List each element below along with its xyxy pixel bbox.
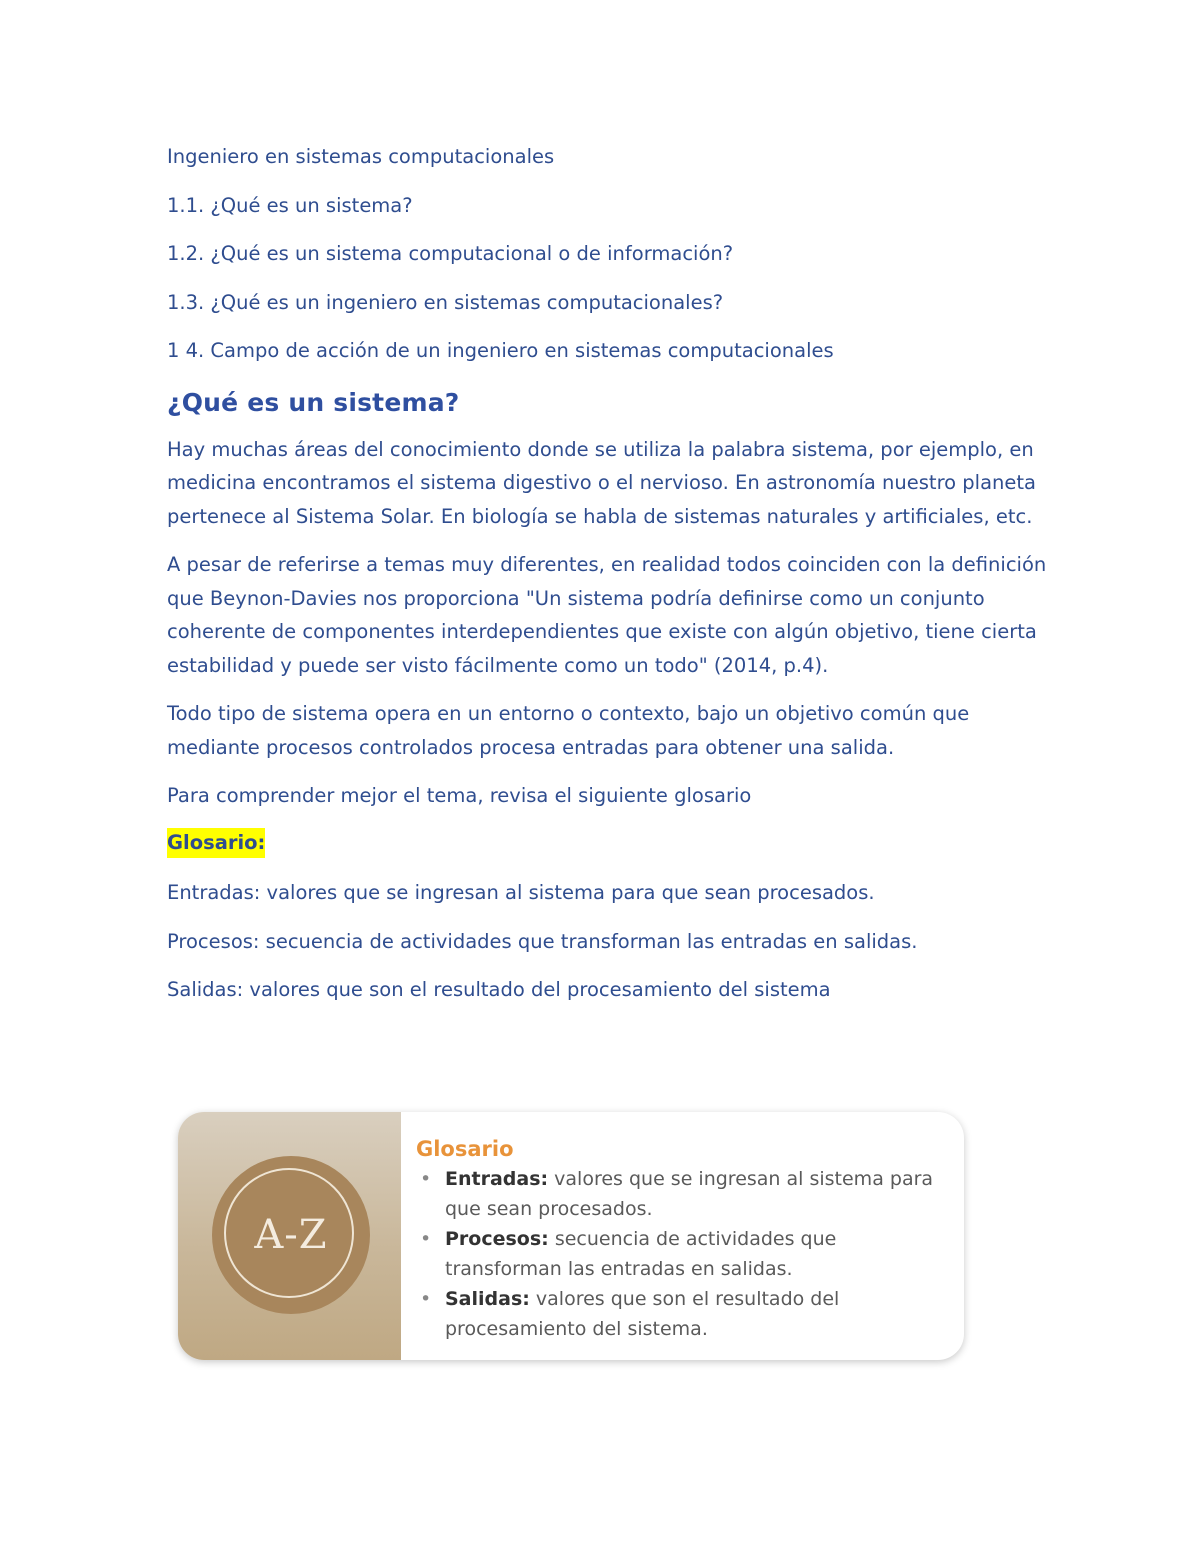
paragraph: Hay muchas áreas del conocimiento donde se utiliza la palabra sistema, por ejemplo, en medicina encontramos el sistema digestivo o el nervioso. En astronomía nuestro planeta pertenece al Sistema Solar. En biología se habla de sistemas naturales y artificiales, etc.	[167, 437, 1036, 528]
glossary-definition: valores que se ingresan al sistema para que sean procesados.	[445, 1168, 934, 1220]
glossary-definition: valores que son el resultado del procesamiento del sistema.	[445, 1288, 840, 1340]
bullet-icon: •	[420, 1168, 432, 1190]
glossary-line: Entradas: valores que se ingresan al sistema para que sean procesados.	[167, 881, 875, 904]
paragraph: A pesar de referirse a temas muy diferentes, en realidad todos coinciden con la definición que Beynon-Davies nos proporciona "Un sistema podría definirse como un conjunto coherente de componentes interdependientes que existe con algún objetivo, tiene cierta estabilidad y puede ser visto fácilmente como un todo" (2014, p.4).	[167, 553, 1047, 677]
topic-item: 1 4. Campo de acción de un ingeniero en sistemas computacionales	[167, 339, 834, 362]
az-badge-text: A-Z	[254, 1212, 328, 1258]
az-badge-icon	[212, 1156, 370, 1314]
glossary-card-item	[416, 1224, 946, 1284]
document-title: Ingeniero en sistemas computacionales	[167, 145, 555, 168]
section-heading: ¿Qué es un sistema?	[167, 387, 460, 417]
glossary-line: Salidas: valores que son el resultado del procesamiento del sistema	[167, 978, 831, 1001]
glossary-card-content	[416, 1134, 946, 1344]
glossary-term: Salidas:	[445, 1288, 530, 1310]
glossary-card-panel	[178, 1112, 401, 1360]
glossary-term: Entradas:	[445, 1168, 549, 1190]
topic-item: 1.1. ¿Qué es un sistema?	[167, 193, 413, 217]
glossary-card-list	[416, 1164, 946, 1344]
paragraph: Todo tipo de sistema opera en un entorno o contexto, bajo un objetivo común que mediante procesos controlados procesa entradas para obtener una salida.	[167, 702, 970, 759]
glossary-label: Glosario:	[167, 828, 265, 858]
document-body	[167, 140, 1047, 1022]
glossary-definition: secuencia de actividades que transforman las entradas en salidas.	[445, 1228, 837, 1280]
glossary-card-item	[416, 1164, 946, 1224]
bullet-icon: •	[420, 1288, 432, 1310]
glossary-card-title: Glosario	[416, 1137, 514, 1161]
glossary-line: Procesos: secuencia de actividades que transforman las entradas en salidas.	[167, 929, 918, 953]
glossary-card	[178, 1112, 964, 1360]
glossary-term: Procesos:	[445, 1228, 549, 1250]
glossary-label-row	[167, 828, 1047, 862]
paragraph: Para comprender mejor el tema, revisa el siguiente glosario	[167, 784, 752, 807]
bullet-icon: •	[420, 1228, 432, 1250]
topic-item: 1.2. ¿Qué es un sistema computacional o de información?	[167, 242, 734, 265]
topic-item: 1.3. ¿Qué es un ingeniero en sistemas computacionales?	[167, 290, 724, 314]
glossary-card-item	[416, 1284, 946, 1344]
